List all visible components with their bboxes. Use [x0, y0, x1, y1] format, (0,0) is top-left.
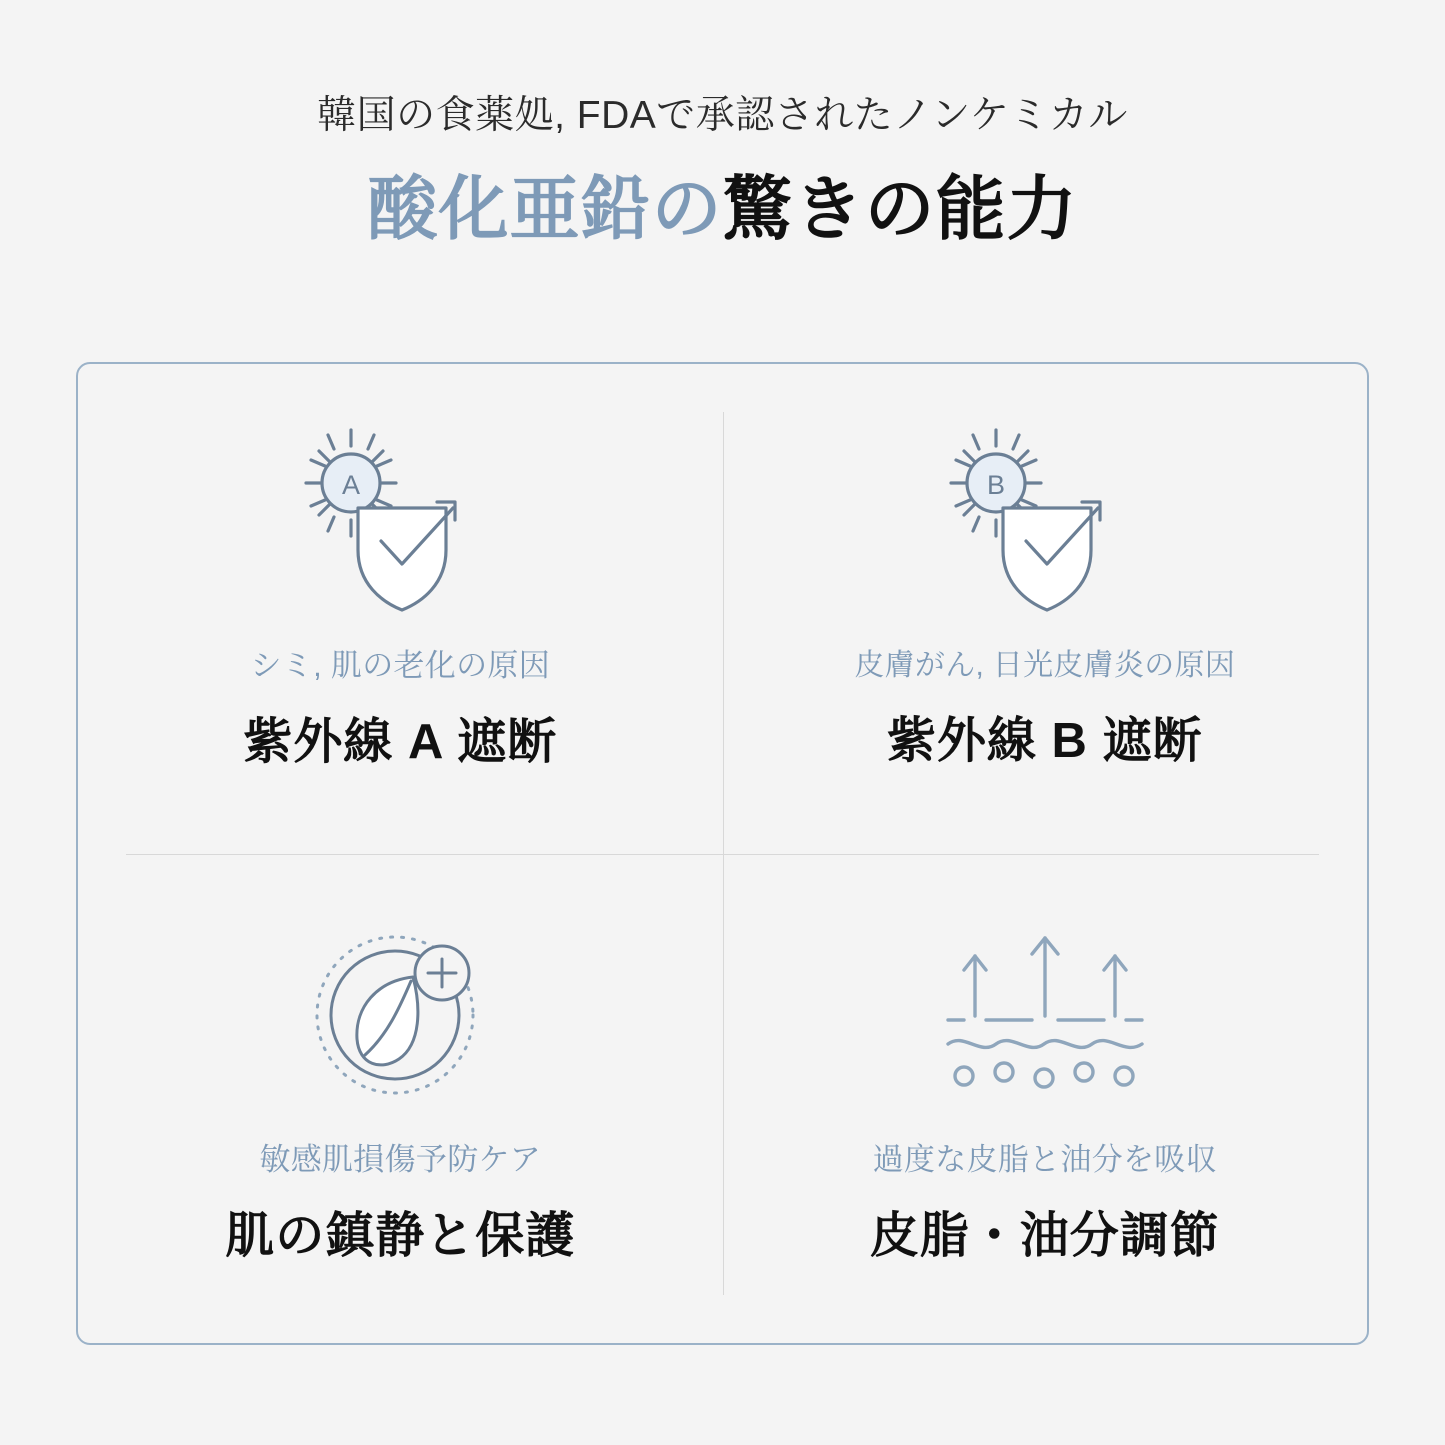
- feature-title: 皮脂・油分調節: [869, 1208, 1220, 1263]
- sun-uva-shield-icon: [285, 412, 515, 630]
- svg-text:B: B: [986, 470, 1005, 500]
- feature-item-uvb: [723, 364, 1368, 854]
- page-title: [0, 167, 1445, 251]
- feature-subtitle: シミ, 肌の老化の原因: [250, 648, 551, 683]
- kicker-text: 韓国の食薬処, FDAで承認されたノンケミカル: [317, 94, 1128, 137]
- feature-item-uva: [78, 364, 723, 854]
- horizontal-divider: [126, 854, 1319, 855]
- headline-accent: 酸化亜鉛の: [367, 169, 723, 248]
- header: [0, 0, 1445, 251]
- feature-title: 肌の鎮静と保護: [225, 1208, 576, 1263]
- feature-subtitle: 過度な皮脂と油分を吸収: [872, 1141, 1217, 1177]
- feature-subtitle: 皮膚がん, 日光皮膚炎の原因: [854, 649, 1236, 682]
- feature-subtitle: 敏感肌損傷予防ケア: [259, 1141, 542, 1177]
- sun-uvb-shield-icon: [930, 412, 1160, 630]
- feature-item-sebum: [723, 854, 1368, 1344]
- sebum-absorb-arrows-icon: [920, 906, 1170, 1124]
- feature-card: [76, 362, 1369, 1345]
- svg-text:A: A: [342, 470, 361, 500]
- headline-dark: 驚きの能力: [722, 169, 1078, 248]
- feature-item-soothing: [78, 854, 723, 1344]
- feature-title: 紫外線 B 遮断: [886, 714, 1203, 768]
- feature-title: 紫外線 A 遮断: [243, 715, 558, 769]
- leaf-plus-circle-icon: [295, 906, 505, 1124]
- feature-grid: [78, 364, 1367, 1343]
